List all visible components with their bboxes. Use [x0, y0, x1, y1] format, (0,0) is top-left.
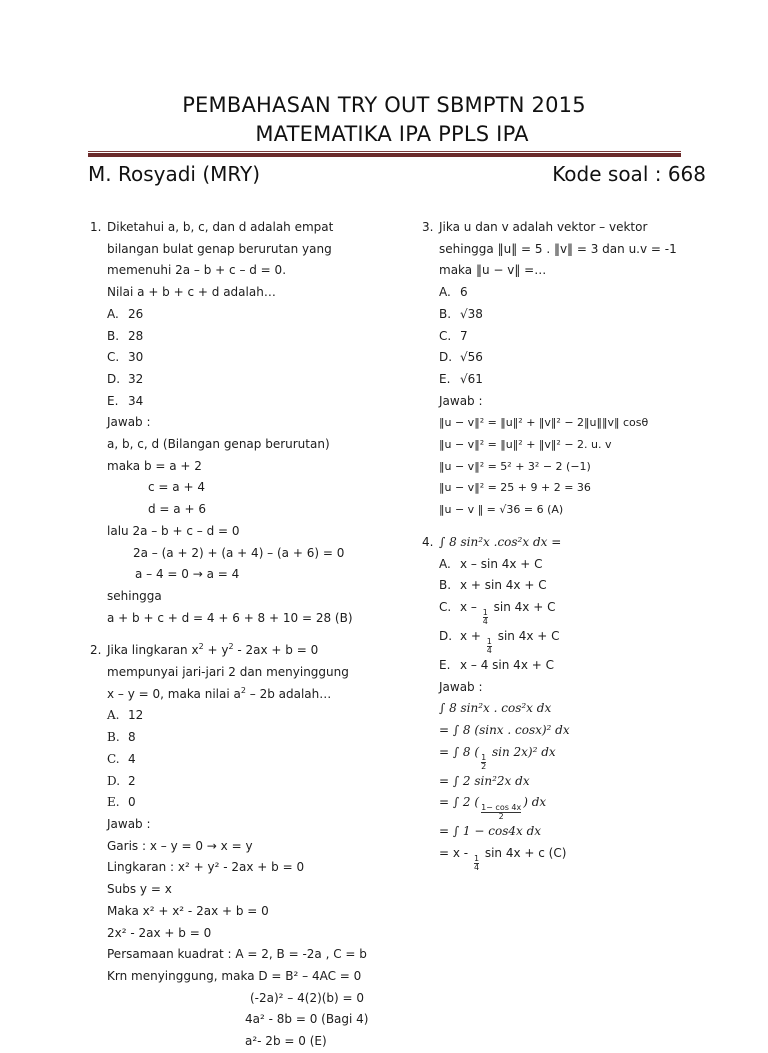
solution-line: 4a² - 8b = 0 (Bagi 4)	[245, 1012, 369, 1027]
document-subtitle: MATEMATIKA IPA PPLS IPA	[255, 122, 529, 146]
option-c: C. 4	[107, 751, 136, 766]
jawab-label: Jawab :	[107, 415, 151, 430]
solution-line: ‖u − v‖² = 25 + 9 + 2 = 36	[439, 481, 591, 495]
option-e: E. 34	[107, 393, 144, 408]
jawab-label: Jawab :	[107, 816, 151, 831]
solution-line: (-2a)² – 4(2)(b) = 0	[250, 990, 365, 1005]
solution-line: 2a – (a + 2) + (a + 4) – (a + 6) = 0	[133, 545, 345, 560]
solution-line: c = a + 4	[148, 480, 205, 495]
option-e: E. √61	[439, 371, 483, 386]
solution-line: = ∫ 2 ( $\frac{1- \cos 4x}{2}$ ) dx	[439, 795, 547, 822]
option-a: A. 6	[439, 285, 468, 300]
solution-line: ∫ 8 sin²x . cos²x dx	[439, 701, 552, 716]
question-text: x – y = 0, maka nilai $a^2 - 2b$ adalah…	[107, 685, 332, 701]
option-c: C. 7	[439, 328, 468, 343]
solution-line: maka b = a + 2	[107, 458, 202, 473]
solution-line: ‖u − v‖² = ‖u‖² + ‖v‖² − 2‖u‖‖v‖ cosθ	[439, 416, 649, 430]
jawab-label: Jawab :	[439, 393, 483, 408]
right-column	[422, 217, 712, 872]
solution-line: Maka x² + x² - 2ax + b = 0	[107, 903, 269, 918]
solution-line: d = a + 6	[148, 502, 206, 517]
question-text: mempunyai jari-jari 2 dan menyinggung	[107, 665, 349, 680]
question-text: maka ‖u − v‖ =…	[439, 263, 547, 278]
header-rule-thin	[88, 151, 681, 152]
solution-line: Persamaan kuadrat : A = 2, B = -2a , C = b	[107, 947, 367, 962]
option-b: B. √38	[439, 306, 483, 321]
option-b: B. 8	[107, 730, 136, 745]
question-4	[422, 532, 712, 872]
question-3	[422, 217, 712, 521]
solution-line: a + b + c + d = 4 + 6 + 8 + 10 = 28 (B)	[107, 610, 353, 625]
question-number: 2.	[90, 643, 102, 658]
question-number: 4.	[422, 534, 434, 549]
solution-line: = ∫ 1 − cos4x dx	[439, 824, 542, 839]
solution-line: = ∫ 8 ( $\frac{1}{2}$ sin 2x)² dx	[439, 744, 556, 771]
question-text: Jika u dan v adalah vektor – vektor	[439, 220, 648, 234]
question-text: memenuhi 2a – b + c – d = 0.	[107, 263, 287, 278]
question-number: 3.	[422, 220, 434, 234]
solution-line: = x - $\frac{1}{4}$ sin 4x + c (C)	[439, 846, 567, 873]
left-column	[90, 217, 380, 1053]
solution-line: a – 4 = 0 → a = 4	[135, 567, 240, 582]
solution-line: ‖u − v ‖ = √36 = 6 (A)	[439, 503, 564, 517]
solution-line: Krn menyinggung, maka D = B² – 4AC = 0	[107, 968, 362, 983]
option-d: D. √56	[439, 350, 483, 365]
solution-line: = ∫ 8 (sinx . cosx)² dx	[439, 723, 570, 738]
solution-line: ‖u − v‖² = ‖u‖² + ‖v‖² − 2. u. v	[439, 438, 612, 452]
solution-line: a²- 2b = 0 (E)	[245, 1034, 327, 1049]
option-b: B. x + sin 4x + C	[439, 578, 547, 593]
question-text: Nilai a + b + c + d adalah…	[107, 285, 276, 300]
option-d: D. x + $\frac{1}{4}$ sin 4x + C	[439, 628, 560, 655]
jawab-label: Jawab :	[439, 679, 483, 694]
solution-line: 2x² - 2ax + b = 0	[107, 925, 212, 940]
question-number: 1.	[90, 220, 102, 234]
option-e: E. x – 4 sin 4x + C	[439, 657, 554, 672]
option-b: B. 28	[107, 328, 144, 343]
option-d: D. 32	[107, 371, 144, 386]
question-text: ∫ 8 sin²x .cos²x dx =	[439, 534, 562, 549]
solution-line: ‖u − v‖² = 5² + 3² − 2 (−1)	[439, 459, 591, 473]
option-a: A. x – sin 4x + C	[439, 556, 543, 571]
document-title: PEMBAHASAN TRY OUT SBMPTN 2015	[182, 93, 586, 117]
question-text: bilangan bulat genap berurutan yang	[107, 241, 332, 256]
solution-line: Lingkaran : x² + y² - 2ax + b = 0	[107, 860, 305, 875]
solution-line: a, b, c, d (Bilangan genap berurutan)	[107, 437, 330, 452]
solution-line: Garis : x – y = 0 → x = y	[107, 838, 253, 853]
solution-line: = ∫ 2 sin²2x dx	[439, 773, 530, 788]
solution-line: Subs y = x	[107, 882, 172, 897]
question-text: Jika lingkaran $x^2 + y^2 - 2ax + b = 0$	[107, 642, 319, 658]
solution-line: sehingga	[107, 588, 162, 603]
question-1	[90, 217, 380, 629]
option-a: A. 12	[107, 708, 144, 723]
option-a: A. 26	[107, 306, 144, 321]
header-rule-thick	[88, 153, 681, 157]
option-e: E. 0	[107, 795, 136, 810]
solution-line: lalu 2a – b + c – d = 0	[107, 523, 240, 538]
option-d: D. 2	[107, 773, 136, 788]
fraction: $\frac{1}{4}$	[486, 636, 492, 655]
question-text: sehingga ‖u‖ = 5 . ‖v‖ = 3 dan u.v = -1	[439, 241, 677, 256]
option-c: C. x – $\frac{1}{4}$ sin 4x + C	[439, 599, 556, 626]
question-text: Diketahui a, b, c, dan d adalah empat	[107, 220, 334, 234]
question-2	[90, 640, 380, 1052]
fraction: $\frac{1}{4}$	[482, 607, 488, 626]
option-c: C. 30	[107, 350, 144, 365]
author: M. Rosyadi (MRY)	[88, 162, 261, 186]
kode-soal: Kode soal : 668	[552, 162, 706, 186]
